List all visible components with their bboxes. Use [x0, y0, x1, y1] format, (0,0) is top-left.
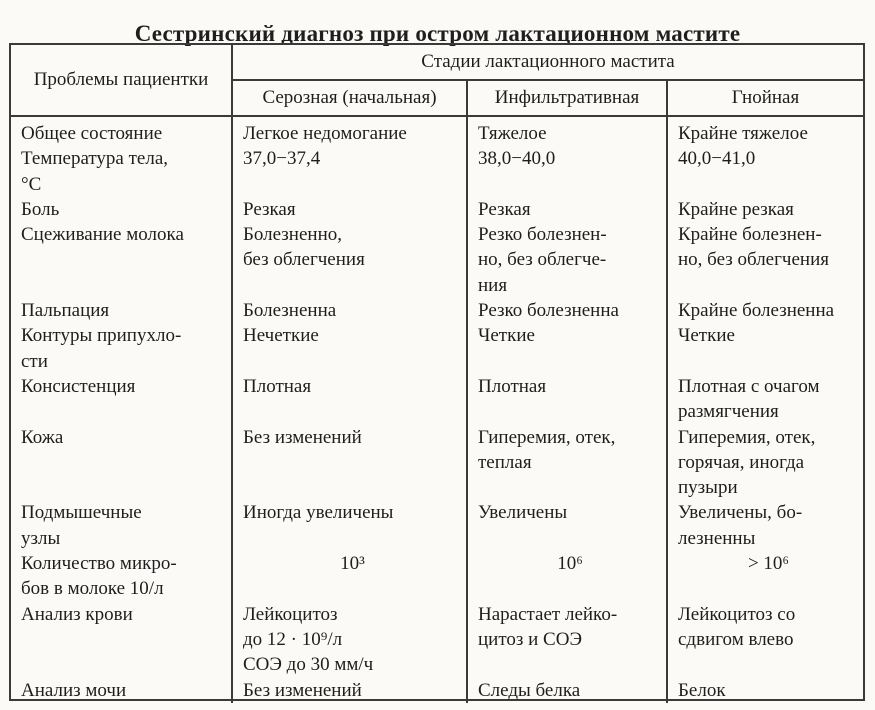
cell-line: Крайне резкая	[678, 198, 794, 220]
cell-line: Крайне болезнен-	[678, 224, 822, 246]
cell-line	[243, 526, 462, 551]
cell-line: ния	[478, 274, 508, 296]
column-purulent	[668, 117, 863, 703]
cell-line: Крайне болезненна	[678, 300, 835, 322]
cell-line: Температура тела,	[21, 148, 169, 170]
cell-line: 37,0−37,4	[243, 148, 321, 170]
cell-line: Без изменений	[243, 426, 362, 448]
cell-line: Нечеткие	[243, 325, 319, 347]
cell-line	[478, 172, 662, 197]
cell-line	[478, 399, 662, 424]
cell-line: > 10⁶	[747, 553, 790, 575]
cell-line: Белок	[678, 679, 726, 701]
cell-line: Анализ мочи	[21, 679, 127, 701]
cell-line	[243, 349, 462, 374]
cell-line: без облегчения	[243, 249, 365, 271]
cell-line: сти	[21, 350, 48, 372]
cell-line	[478, 576, 662, 601]
page-title: Сестринский диагноз при остром лактационном мастите	[134, 21, 741, 47]
cell-line: 10³	[340, 553, 365, 575]
cell-line: Пальпация	[21, 300, 110, 322]
cell-line	[243, 576, 462, 601]
cell-line	[21, 450, 227, 475]
cell-line	[21, 273, 227, 298]
cell-line: Плотная с очагом	[678, 375, 820, 397]
cell-line: цитоз и СОЭ	[478, 628, 582, 650]
column-problems	[11, 117, 233, 703]
cell-line	[21, 247, 227, 272]
cell-line: Гиперемия, отек,	[478, 426, 616, 448]
cell-line: Боль	[21, 198, 60, 220]
cell-line: Контуры припухло-	[21, 325, 182, 347]
cell-line: 40,0−41,0	[678, 148, 756, 170]
cell-line: узлы	[21, 527, 61, 549]
cell-line: Резко болезнен-	[478, 224, 607, 246]
cell-line	[678, 349, 859, 374]
cell-line	[243, 273, 462, 298]
cell-line: пузыри	[678, 477, 738, 499]
cell-line	[678, 652, 859, 677]
cell-line	[243, 172, 462, 197]
diagnosis-table	[9, 43, 865, 701]
cell-line: Сцеживание молока	[21, 224, 184, 246]
cell-line: Резкая	[478, 198, 531, 220]
cell-line: до 12 · 10⁹/л	[243, 628, 343, 650]
cell-line: размягчения	[678, 401, 779, 423]
cell-line: Подмышечные	[21, 502, 142, 524]
cell-line: Плотная	[243, 375, 312, 397]
cell-line: Гиперемия, отек,	[678, 426, 816, 448]
cell-line: 10⁶	[557, 553, 583, 575]
cell-line: °С	[21, 173, 42, 195]
column-header-problems: Проблемы пациентки	[11, 45, 233, 115]
cell-line: Лейкоцитоз со	[678, 603, 796, 625]
stage-subheaders	[233, 81, 863, 115]
cell-line: Четкие	[678, 325, 735, 347]
cell-line	[21, 652, 227, 677]
cell-line	[243, 450, 462, 475]
cell-line: Лейкоцитоз	[243, 603, 338, 625]
cell-line: Тяжелое	[478, 123, 547, 144]
cell-line: Без изменений	[243, 679, 362, 701]
cell-line: но, без облегчения	[678, 249, 829, 271]
cell-line: Общее состояние	[21, 123, 163, 144]
cell-line: Количество микро-	[21, 553, 177, 575]
cell-line: 38,0−40,0	[478, 148, 556, 170]
cell-line: Легкое недомогание	[243, 123, 407, 144]
cell-line	[478, 526, 662, 551]
cell-line: Резко болезненна	[478, 300, 619, 322]
cell-line: Увеличены, бо-	[678, 502, 803, 524]
column-infiltrative	[468, 117, 668, 703]
cell-line: Резкая	[243, 198, 296, 220]
cell-line	[678, 273, 859, 298]
cell-line	[21, 475, 227, 500]
cell-line: Болезненна	[243, 300, 337, 322]
cell-line: Болезненно,	[243, 224, 342, 246]
cell-line: Нарастает лейко-	[478, 603, 618, 625]
cell-line: Плотная	[478, 375, 547, 397]
cell-line: Кожа	[21, 426, 64, 448]
cell-line	[21, 627, 227, 652]
cell-line	[478, 652, 662, 677]
cell-line: Следы белка	[478, 679, 581, 701]
cell-line: сдвигом влево	[678, 628, 794, 650]
cell-line	[478, 475, 662, 500]
cell-line: Крайне тяжелое	[678, 123, 808, 144]
column-header-infiltrative: Инфильтративная	[468, 81, 668, 115]
cell-line	[243, 399, 462, 424]
column-header-purulent: Гнойная	[731, 87, 800, 108]
cell-line	[678, 172, 859, 197]
cell-line: Консистенция	[21, 375, 136, 397]
cell-line: СОЭ до 30 мм/ч	[243, 654, 374, 676]
table-header	[11, 45, 863, 117]
cell-line: горячая, иногда	[678, 451, 805, 473]
column-serous	[233, 117, 468, 703]
column-group-header-stages: Стадии лактационного мастита	[233, 45, 863, 81]
cell-line: Четкие	[478, 325, 535, 347]
table-body	[11, 117, 863, 703]
cell-line: Иногда увеличены	[243, 502, 394, 524]
cell-line	[478, 349, 662, 374]
cell-line	[678, 576, 859, 601]
cell-line: Анализ крови	[21, 603, 133, 625]
cell-line: лезненны	[678, 527, 756, 549]
cell-line: Увеличены	[478, 502, 568, 524]
column-header-serous: Серозная (начальная)	[233, 81, 468, 115]
cell-line: бов в молоке 10/л	[21, 578, 164, 600]
cell-line	[21, 399, 227, 424]
cell-line	[243, 475, 462, 500]
cell-line: теплая	[478, 451, 532, 473]
cell-line: но, без облегче-	[478, 249, 607, 271]
stages-header-group	[233, 45, 863, 115]
